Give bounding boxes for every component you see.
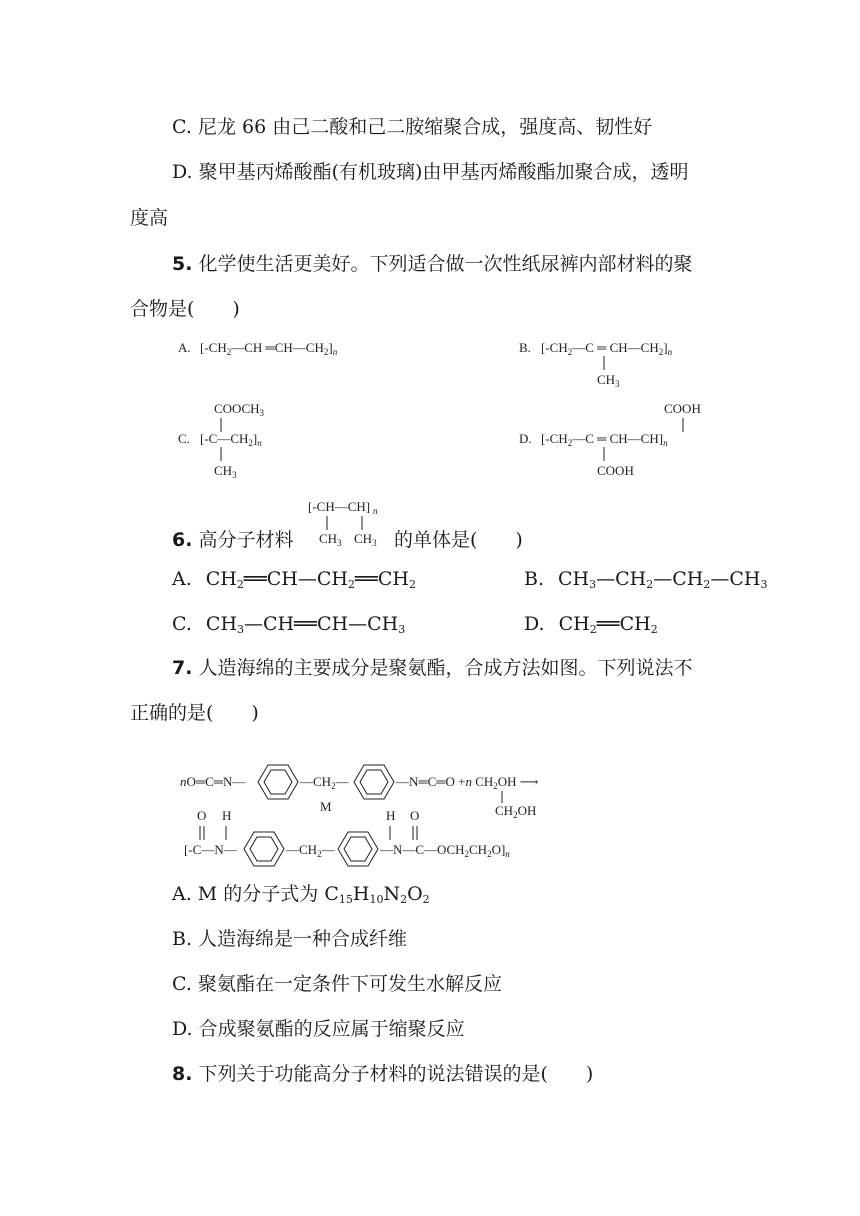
- option-6d: [524, 612, 658, 636]
- formula-5d: [$-CH_2—C$ ═ $CH—CH]_n$: [541, 431, 668, 448]
- option-label: C.: [178, 431, 190, 446]
- svg-text:CH3: $CH_3$: [354, 531, 377, 548]
- question-number: 7.: [172, 657, 193, 679]
- polymer-5c: [178, 401, 265, 480]
- option-6b: [524, 567, 767, 591]
- option-label: D.: [524, 613, 545, 635]
- polymer-5b: [519, 340, 673, 389]
- formula-6c: $CH_3—CH══CH—CH_3$: [205, 613, 406, 636]
- formula-6d: $CH_2══CH_2$: [558, 613, 658, 636]
- polymer-5d: [519, 401, 701, 478]
- option-7a: [172, 882, 430, 906]
- reaction-scheme: [180, 765, 539, 866]
- svg-text:H: H: [386, 808, 396, 823]
- svg-text:n: n: [373, 506, 378, 516]
- question-6-text-post: 的单体是( ): [394, 529, 523, 551]
- svg-text:COOH: COOH: [664, 401, 701, 416]
- label-m: M: [320, 799, 332, 814]
- polymer-6: [308, 499, 378, 548]
- option-7a-text: A. M 的分子式为: [172, 883, 319, 905]
- svg-text:CH3: $CH_3$: [319, 531, 342, 548]
- benzene-ring: [338, 832, 378, 866]
- question-7-text: 人造海绵的主要成分是聚氨酯，合成方法如图。下列说法不: [198, 657, 693, 679]
- svg-text:—N═C═O +n CH2OH ⟶: —N═C═O +n $CH_2OH$ ⟶: [396, 774, 539, 791]
- formula-5a: [$-CH_2—CH$ $═CH—CH_2]_n$: [200, 340, 338, 357]
- option-7c: C. 聚氨酯在一定条件下可发生水解反应: [172, 973, 502, 995]
- option-label: A.: [178, 340, 191, 355]
- question-8-text: 下列关于功能高分子材料的说法错误的是( ): [198, 1063, 594, 1085]
- svg-text:H: H: [222, 808, 232, 823]
- question-6-text-pre: 高分子材料: [198, 529, 294, 551]
- question-number: 8.: [172, 1063, 193, 1085]
- formula-7a: $C_{15}H_{10}N_2O_2$: [324, 883, 430, 906]
- option-7b: B. 人造海绵是一种合成纤维: [172, 928, 408, 950]
- reactant-diisocyanate: nO═C═N—: [180, 774, 246, 789]
- svg-text:[-CH—CH]: [-CH—CH]: [308, 499, 371, 514]
- option-label: B.: [524, 568, 545, 590]
- svg-text:—N—C—OCH2CH2O]n: $—N—C—OCH_2CH_2O]_n$: [380, 842, 510, 859]
- svg-text:COOCH3: $COOCH_3$: [214, 401, 265, 418]
- option-label: A.: [172, 568, 192, 590]
- svg-text:O: O: [197, 808, 207, 823]
- option-label: C.: [172, 613, 192, 635]
- option-6a: [172, 567, 416, 591]
- option-6c: [172, 612, 405, 636]
- formula-6a: $CH_2══CH—CH_2══CH_2$: [205, 568, 416, 591]
- formula-5b: [$-CH_2—C$ ═ $CH—CH_2]_n$: [541, 340, 673, 357]
- formula-6b: $CH_3—CH_2—CH_2—CH_3$: [558, 568, 768, 591]
- svg-text:COOH: COOH: [597, 463, 634, 478]
- benzene-ring: [258, 765, 298, 799]
- question-number: 6.: [172, 529, 193, 551]
- benzene-ring: [244, 832, 284, 866]
- polymer-5a: [178, 340, 338, 357]
- question-7-stem-line2: 正确的是( ): [130, 702, 259, 724]
- question-5-text: 化学使生活更美好。下列适合做一次性纸尿裤内部材料的聚: [198, 253, 693, 275]
- option-4d-line1: D. 聚甲基丙烯酸酯(有机玻璃)由甲基丙烯酸酯加聚合成，透明: [172, 161, 689, 183]
- svg-text:—CH2—: $—CH_2—$: [286, 842, 335, 859]
- option-label: B.: [519, 340, 531, 355]
- option-7d: D. 合成聚氨酯的反应属于缩聚反应: [172, 1018, 465, 1040]
- question-8-stem: [172, 1062, 593, 1086]
- question-6-stem: [172, 528, 294, 552]
- option-4c: C. 尼龙 66 由己二酸和己二胺缩聚合成，强度高、韧性好: [172, 116, 653, 138]
- benzene-ring: [354, 765, 394, 799]
- svg-text:O: O: [410, 808, 420, 823]
- question-7-stem: [172, 656, 693, 680]
- formula-5c: $[-C—CH_2]_n$: [200, 431, 262, 448]
- svg-text:CH2OH: $CH_2OH$: [495, 803, 537, 820]
- question-number: 5.: [172, 253, 193, 275]
- option-4d-line2: 度高: [130, 207, 169, 229]
- question-5-stem-line2: 合物是( ): [130, 298, 240, 320]
- product-polyurethane: [-C—N—: [184, 842, 237, 857]
- option-label: D.: [519, 431, 532, 446]
- svg-text:CH3: $CH_3$: [597, 372, 620, 389]
- svg-text:CH3: $CH_3$: [214, 463, 237, 480]
- svg-text:—CH2—: $—CH_2—$: [300, 774, 349, 791]
